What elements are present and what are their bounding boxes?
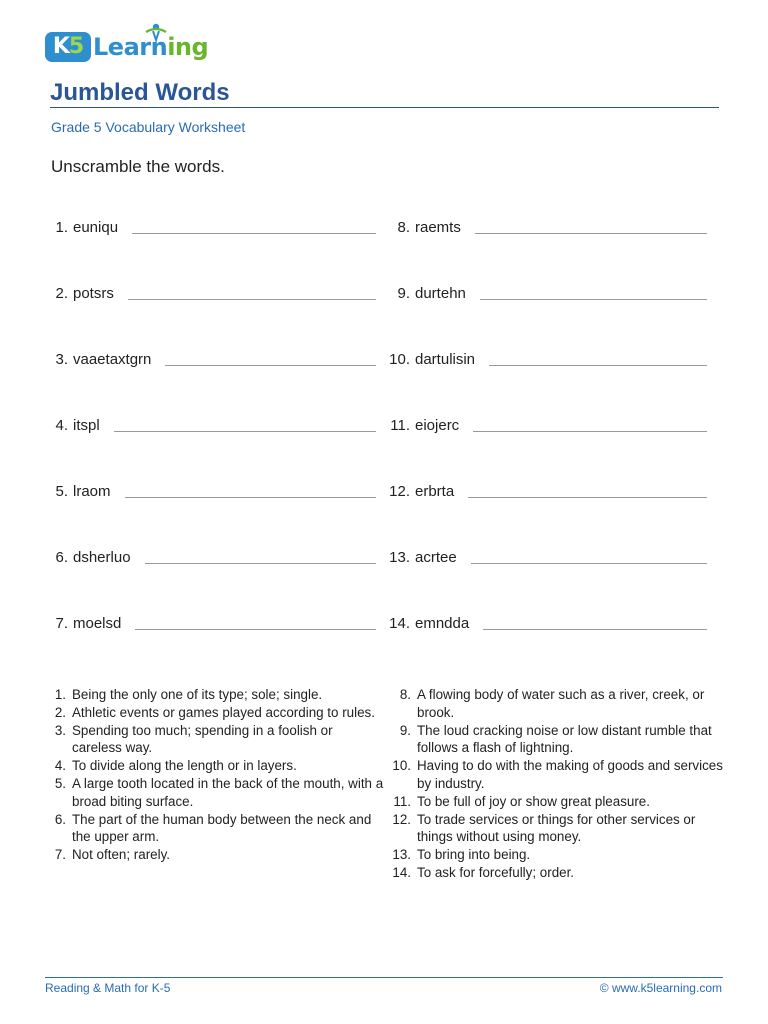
page-title: Jumbled Words [50, 79, 230, 106]
jumbled-word: durtehn [415, 285, 466, 302]
question-number: 14. [389, 615, 410, 632]
definition-item [389, 864, 723, 882]
definition-item [389, 846, 723, 864]
jumbled-word: itspl [73, 417, 100, 434]
question-number: 4. [55, 417, 68, 434]
definition-number: 7. [54, 847, 66, 863]
definition-item [389, 757, 723, 793]
question-row [388, 278, 707, 302]
definition-number: 1. [54, 687, 66, 702]
answer-line[interactable] [165, 364, 376, 366]
logo-word-end: ing [167, 33, 209, 61]
definition-number: 3. [54, 722, 66, 738]
question-number: 5. [55, 483, 68, 500]
logo-badge [45, 32, 91, 62]
answer-line[interactable] [125, 496, 376, 498]
answer-line[interactable] [480, 298, 707, 300]
question-row [46, 542, 376, 566]
answer-line[interactable] [132, 232, 376, 234]
definition-item [389, 811, 723, 847]
answer-line[interactable] [471, 562, 707, 564]
definition-number: 12. [392, 811, 411, 827]
definition-number: 13. [392, 847, 411, 863]
definition-number: 5. [54, 775, 66, 791]
question-row [46, 608, 376, 632]
question-number: 6. [55, 549, 68, 566]
logo-five: 5 [68, 34, 84, 59]
question-row [46, 278, 376, 302]
definition-item [389, 793, 723, 811]
right-definition-list [389, 686, 723, 882]
footer-divider [45, 977, 723, 978]
jumbled-word: lraom [73, 483, 111, 500]
definition-number: 9. [399, 722, 411, 738]
answer-line[interactable] [483, 628, 707, 630]
question-number: 11. [390, 417, 410, 434]
definition-text: Having to do with the making of goods and services by industry. [417, 758, 723, 791]
definition-item [44, 757, 384, 775]
definition-text: The loud cracking noise or low distant rumble that follows a flash of lightning. [417, 722, 712, 756]
answer-line[interactable] [135, 628, 376, 630]
definition-item [44, 846, 384, 864]
question-row [46, 410, 376, 434]
jumbled-word: dartulisin [415, 351, 476, 368]
definition-number: 14. [392, 864, 411, 880]
answer-line[interactable] [475, 232, 707, 234]
logo-k: K [52, 34, 69, 59]
jumbled-word: moelsd [73, 615, 122, 632]
question-number: 1. [55, 219, 68, 236]
title-divider [50, 107, 719, 108]
definition-text: To ask for forcefully; order. [417, 864, 575, 880]
definition-number: 2. [54, 704, 66, 720]
definition-item [44, 704, 384, 722]
footer-website: © www.k5learning.com [599, 981, 722, 995]
definition-text: A flowing body of water such as a river, creek, or brook. [417, 687, 705, 720]
definition-text: Not often; rarely. [72, 847, 170, 863]
answer-line[interactable] [489, 364, 707, 366]
jumbled-word: dsherluo [73, 549, 131, 566]
left-definition-list [44, 686, 384, 864]
definition-number: 4. [54, 758, 66, 774]
person-icon [142, 22, 170, 42]
definition-text: To be full of joy or show great pleasure. [417, 793, 650, 809]
question-row [388, 608, 707, 632]
question-number: 7. [55, 615, 68, 632]
jumbled-word: potsrs [73, 285, 114, 302]
page-subtitle: Grade 5 Vocabulary Worksheet [51, 119, 246, 135]
definition-text: To trade services or things for other services or things without using money. [417, 811, 696, 845]
instruction-text: Unscramble the words. [51, 157, 225, 176]
definition-item [44, 775, 384, 811]
definition-number: 6. [54, 811, 66, 827]
logo-word-main: Learn [93, 33, 168, 61]
definition-item [44, 686, 384, 704]
question-row [388, 344, 707, 368]
jumbled-word: vaaetaxtgrn [73, 351, 152, 368]
question-row [388, 212, 707, 236]
k5-learning-logo [45, 22, 209, 66]
jumbled-word: acrtee [415, 549, 457, 566]
question-row [388, 476, 707, 500]
question-row [46, 344, 376, 368]
definition-item [44, 811, 384, 847]
question-number: 10. [389, 351, 410, 368]
definition-item [389, 686, 723, 722]
definition-number: 11. [393, 793, 411, 809]
definition-text: Spending too much; spending in a foolish or careless way. [72, 722, 333, 756]
definition-text: To divide along the length or in layers. [72, 758, 297, 774]
definition-number: 8. [399, 687, 411, 702]
definition-item [389, 722, 723, 758]
question-row [388, 410, 707, 434]
jumbled-word: raemts [415, 219, 461, 236]
question-number: 12. [389, 483, 410, 500]
answer-line[interactable] [114, 430, 376, 432]
definition-number: 10. [392, 758, 411, 774]
jumbled-word: erbrta [415, 483, 455, 500]
question-row [46, 212, 376, 236]
definition-text: Athletic events or games played according to rules. [72, 704, 375, 720]
jumbled-word: euniqu [73, 219, 119, 236]
answer-line[interactable] [473, 430, 707, 432]
jumbled-word: eiojerc [415, 417, 460, 434]
definition-text: A large tooth located in the back of the mouth, with a broad biting surface. [72, 775, 384, 809]
definition-text: The part of the human body between the neck and the upper arm. [72, 811, 372, 845]
question-row [46, 476, 376, 500]
question-number: 8. [397, 219, 410, 236]
answer-line[interactable] [468, 496, 707, 498]
question-row [388, 542, 707, 566]
definition-text: To bring into being. [417, 847, 531, 863]
definition-item [44, 722, 384, 758]
question-number: 9. [397, 285, 410, 302]
question-number: 13. [389, 549, 410, 566]
answer-line[interactable] [128, 298, 376, 300]
answer-line[interactable] [145, 562, 376, 564]
question-number: 3. [55, 351, 68, 368]
footer-tagline: Reading & Math for K-5 [45, 981, 171, 995]
definition-text: Being the only one of its type; sole; single. [72, 687, 323, 702]
question-number: 2. [55, 285, 68, 302]
jumbled-word: emndda [415, 615, 470, 632]
